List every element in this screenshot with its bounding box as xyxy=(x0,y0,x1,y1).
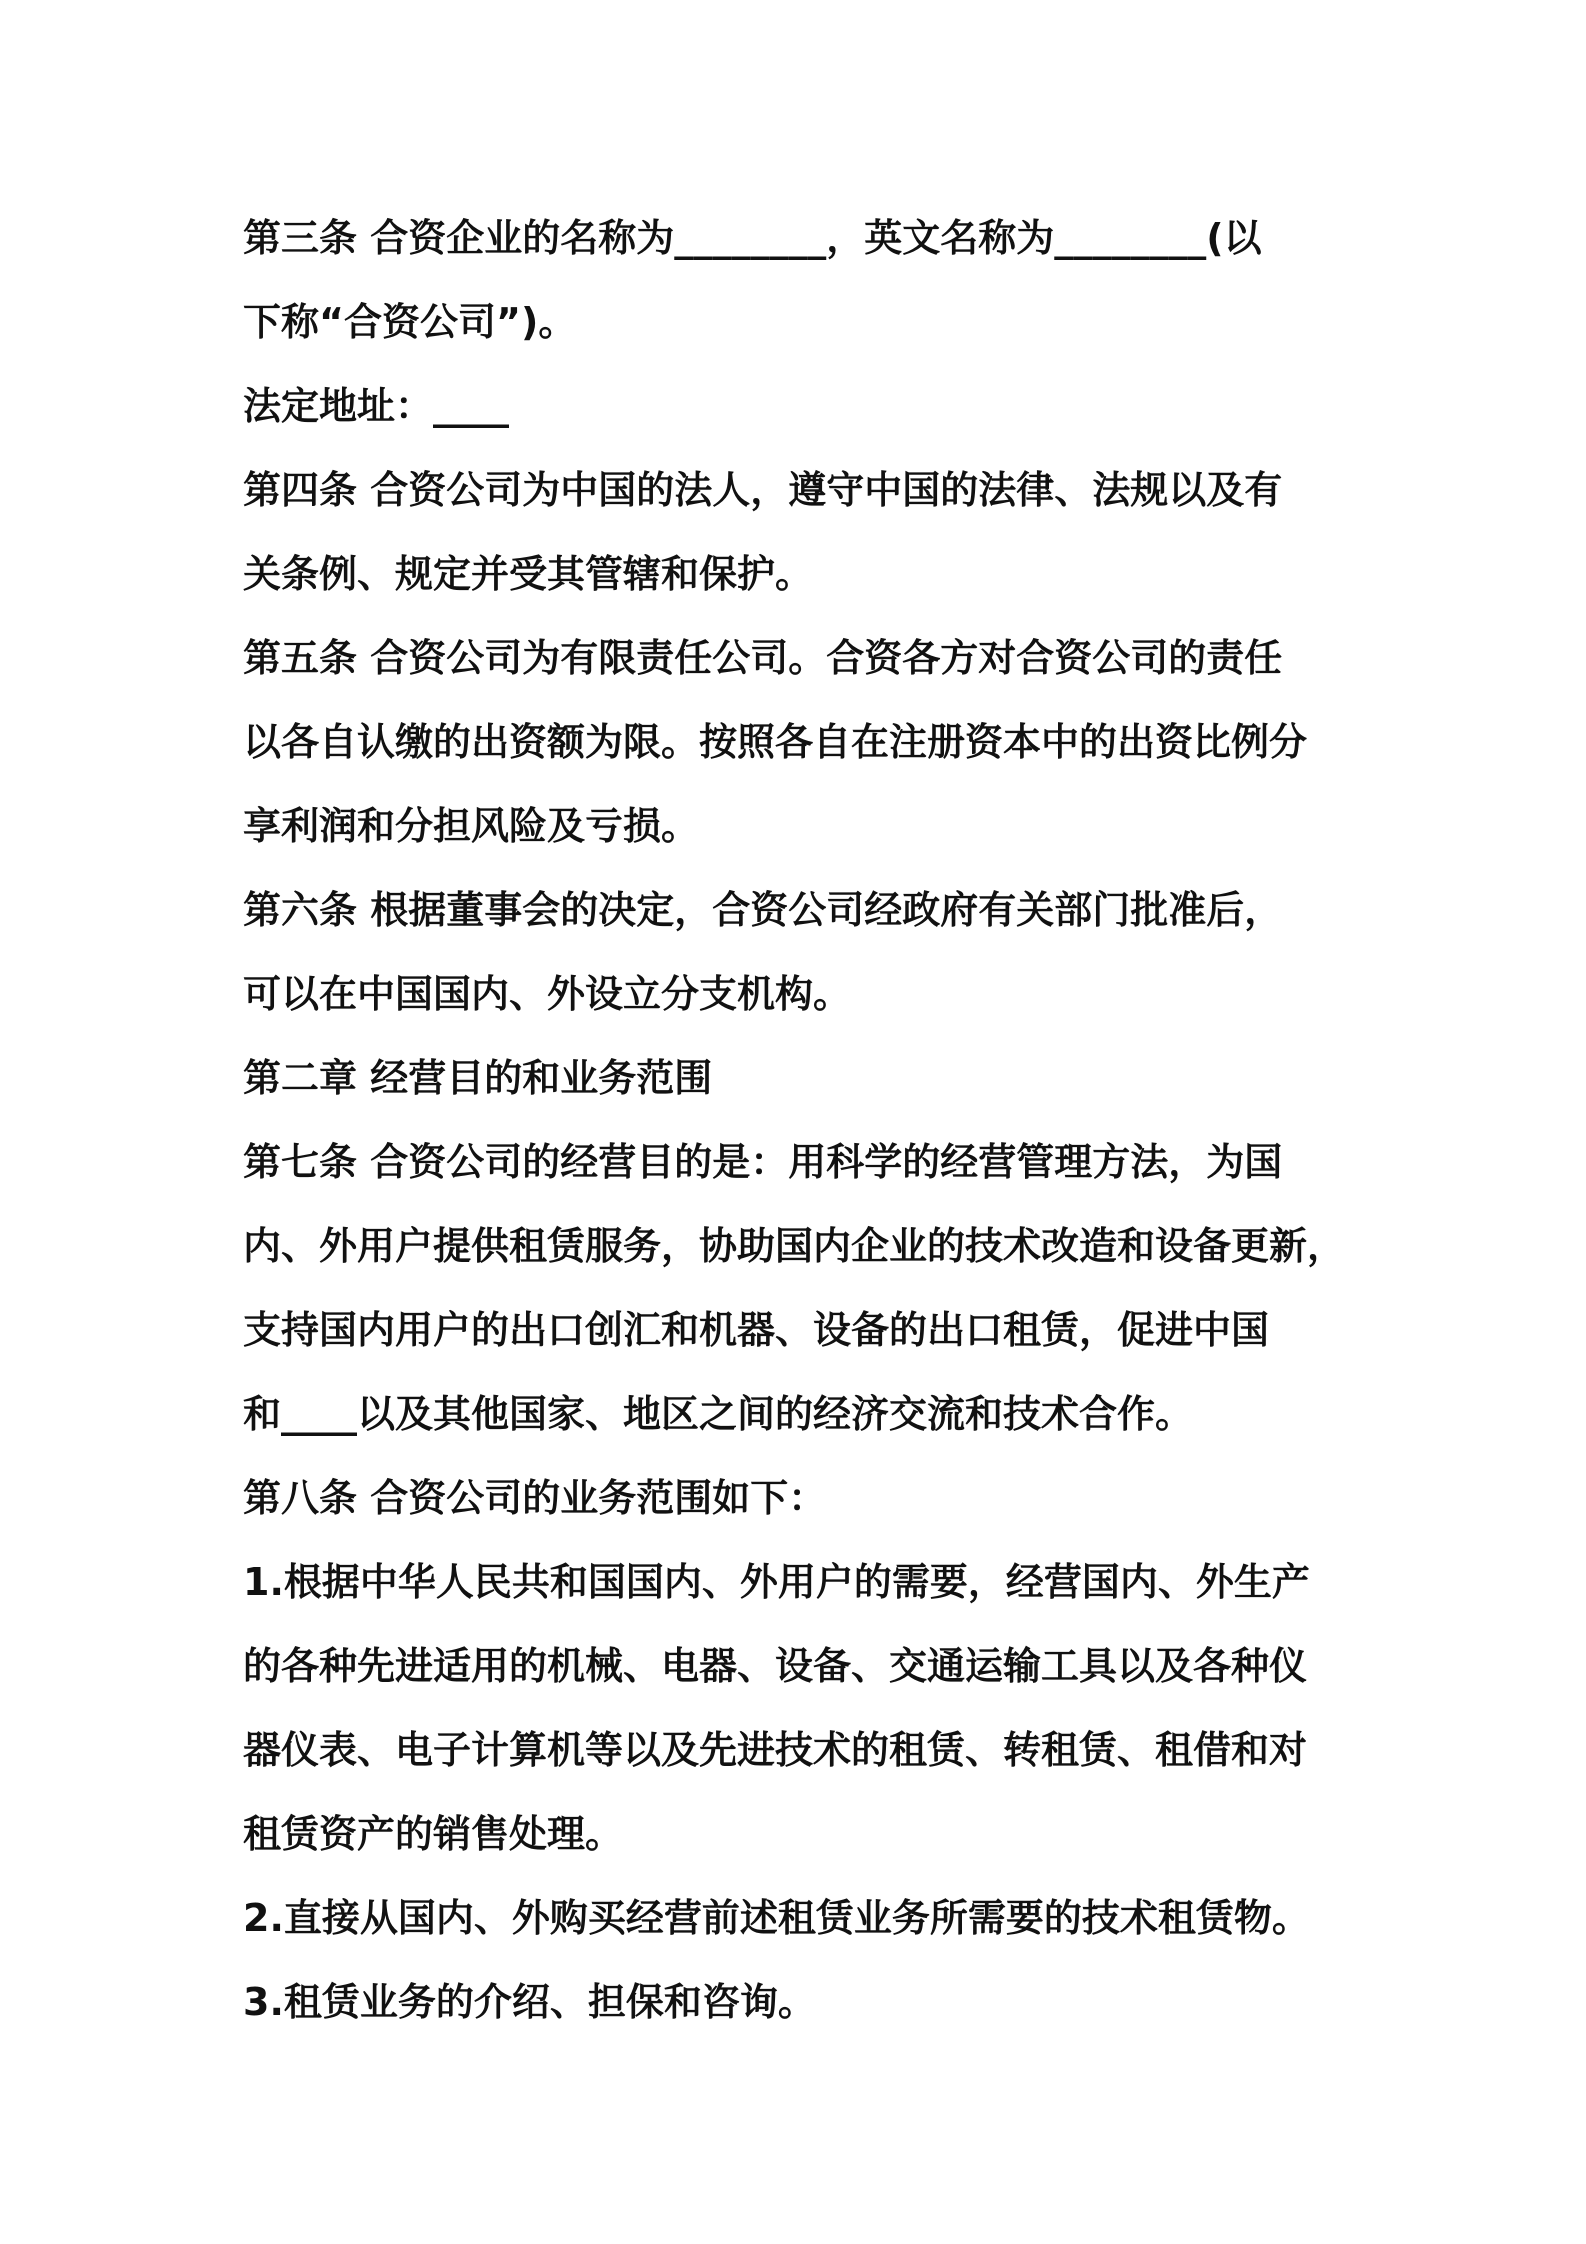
list-item-line: 租赁资产的销售处理。 xyxy=(243,1812,624,1856)
text-line: 以各自认缴的出资额为限。按照各自在注册资本中的出资比例分 xyxy=(243,720,1308,764)
text-line: 下称“合资公司”)。 xyxy=(243,300,577,344)
text-line: 第四条 合资公司为中国的法人，遵守中国的法律、法规以及有 xyxy=(243,468,1283,512)
chapter-heading: 第二章 经营目的和业务范围 xyxy=(243,1056,713,1100)
text-line: 可以在中国国内、外设立分支机构。 xyxy=(243,972,852,1016)
text-line: 第六条 根据董事会的决定，合资公司经政府有关部门批准后， xyxy=(243,888,1283,932)
text-line: 和____以及其他国家、地区之间的经济交流和技术合作。 xyxy=(243,1392,1194,1436)
text-line: 第七条 合资公司的经营目的是：用科学的经营管理方法，为国 xyxy=(243,1140,1283,1184)
text-line: 内、外用户提供租赁服务，协助国内企业的技术改造和设备更新， xyxy=(243,1224,1346,1268)
text-line: 第三条 合资企业的名称为________，英文名称为________(以 xyxy=(243,216,1262,260)
list-item-line: 的各种先进适用的机械、电器、设备、交通运输工具以及各种仪 xyxy=(243,1644,1308,1688)
text-line: 第八条 合资公司的业务范围如下： xyxy=(243,1476,827,1520)
text-line: 享利润和分担风险及亏损。 xyxy=(243,804,700,848)
text-line: 支持国内用户的出口创汇和机器、设备的出口租赁，促进中国 xyxy=(243,1308,1270,1352)
list-item-line: 1.根据中华人民共和国国内、外用户的需要，经营国内、外生产 xyxy=(243,1560,1310,1604)
list-item-line: 器仪表、电子计算机等以及先进技术的租赁、转租赁、租借和对 xyxy=(243,1728,1308,1772)
text-line: 关条例、规定并受其管辖和保护。 xyxy=(243,552,814,596)
list-item-line: 3.租赁业务的介绍、担保和咨询。 xyxy=(243,1980,816,2024)
text-line: 法定地址：____ xyxy=(243,384,510,428)
text-line: 第五条 合资公司为有限责任公司。合资各方对合资公司的责任 xyxy=(243,636,1283,680)
document-body xyxy=(243,196,1353,2044)
list-item-line: 2.直接从国内、外购买经营前述租赁业务所需要的技术租赁物。 xyxy=(243,1896,1310,1940)
